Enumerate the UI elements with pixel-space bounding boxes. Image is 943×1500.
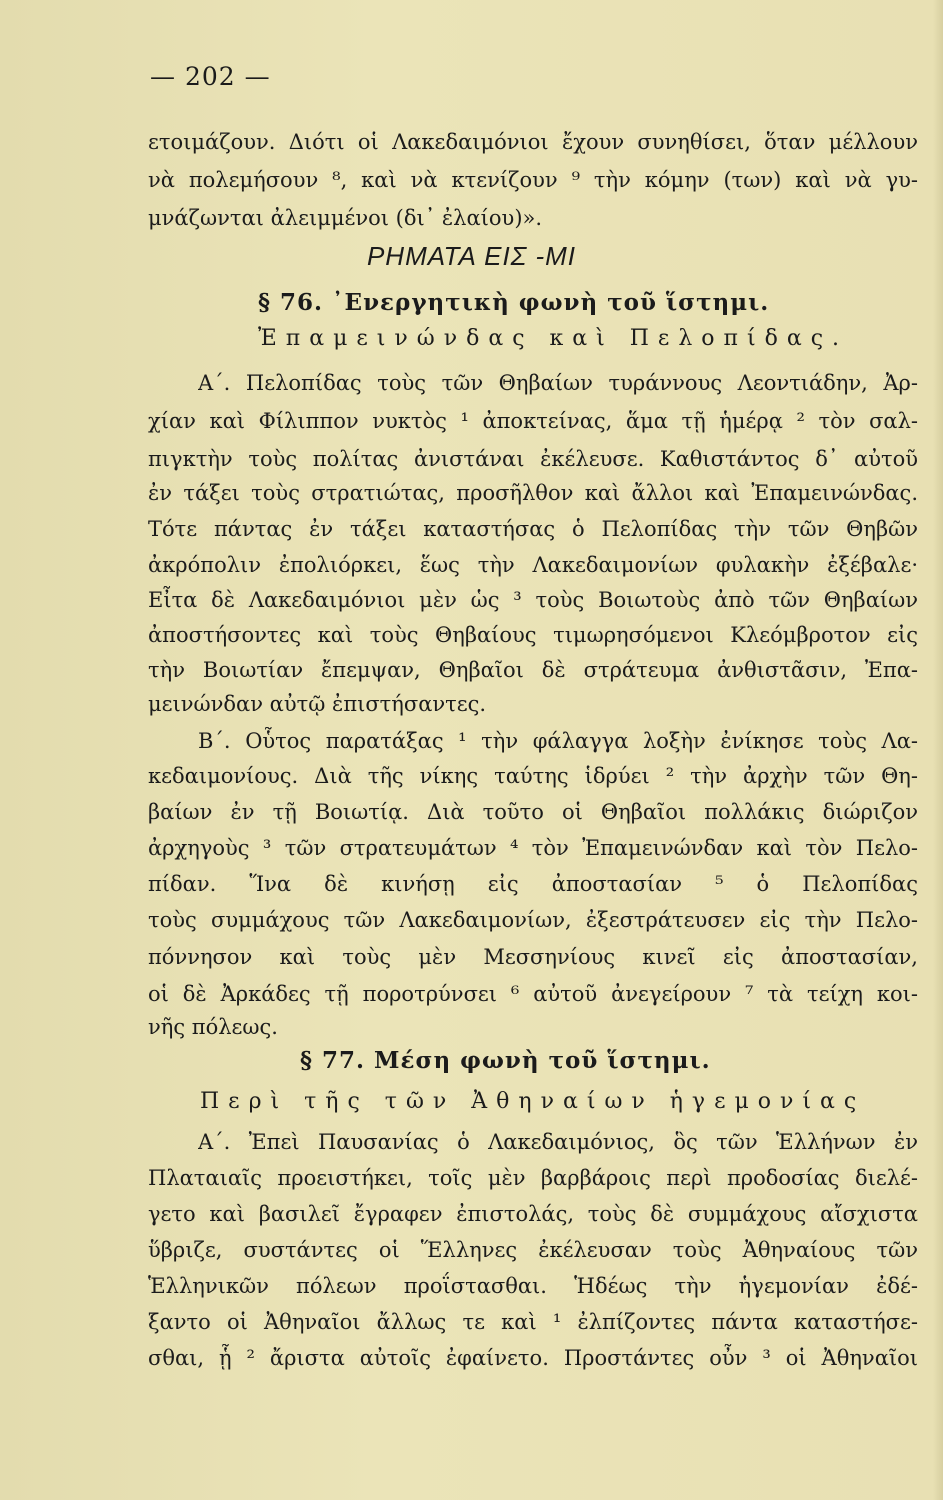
s76-b-line-6: τοὺς συμμάχους τῶν Λακεδαιμονίων, ἐξεστράτευσεν εἰς τὴν Πελο-: [148, 908, 918, 932]
s77-a-line-6: ξαντο οἱ Ἀθηναῖοι ἄλλως τε καὶ ¹ ἐλπίζοντες πάντα καταστήσε-: [148, 1310, 918, 1334]
chapter-heading: ΡΗΜΑΤΑ ΕΙΣ -ΜΙ: [366, 241, 577, 271]
s76-b-line-3: βαίων ἐν τῇ Βοιωτίᾳ. Διὰ τοῦτο οἱ Θηβαῖοι πολλάκις διώριζον: [148, 800, 918, 824]
s76-a-line-3: πιγκτὴν τοὺς πολίτας ἀνιστάναι ἐκέλευσε. Καθιστάντος δ᾽ αὐτοῦ: [148, 447, 918, 471]
s77-a-line-4: ὕβριζε, συστάντες οἱ Ἕλληνες ἐκέλευσαν τοὺς Ἀθηναίους τῶν: [148, 1238, 918, 1262]
s76-a-line-2: χίαν καὶ Φίλιππον νυκτὸς ¹ ἀποκτείνας, ἅμα τῇ ἡμέρᾳ ² τὸν σαλ-: [148, 409, 918, 433]
section-76-title: § 76. ᾿Ενεργητικὴ φωνὴ τοῦ ἵστημι.: [258, 289, 770, 316]
s76-b-line-2: κεδαιμονίους. Διὰ τῆς νίκης ταύτης ἱδρύει ² τὴν ἀρχὴν τῶν Θη-: [148, 764, 918, 788]
intro-line-2: νὰ πολεμήσουν ⁸, καὶ νὰ κτενίζουν ⁹ τὴν κόμην (των) καὶ νὰ γυ-: [148, 168, 918, 192]
s76-a-line-4: ἐν τάξει τοὺς στρατιώτας, προσῆλθον καὶ ἄλλοι καὶ Ἐπαμεινώνδας.: [148, 481, 918, 505]
s76-a-line-1: Α΄. Πελοπίδας τοὺς τῶν Θηβαίων τυράννους Λεοντιάδην, Ἀρ-: [198, 371, 918, 395]
s76-a-line-5: Τότε πάντας ἐν τάξει καταστήσας ὁ Πελοπίδας τὴν τῶν Θηβῶν: [148, 517, 918, 541]
section-77-title: § 77. Μέση φωνὴ τοῦ ἵστημι.: [300, 1047, 711, 1074]
intro-line-3: μνάζωνται ἀλειμμένοι (δι᾽ ἐλαίου)».: [148, 206, 543, 230]
s77-a-line-1: Α΄. Ἐπεὶ Παυσανίας ὁ Λακεδαιμόνιος, ὃς τῶν Ἑλλήνων ἐν: [198, 1130, 918, 1154]
s76-b-line-8: οἱ δὲ Ἀρκάδες τῇ ποροτρύνσει ⁶ αὐτοῦ ἀνεγείρουν ⁷ τὰ τείχη κοι-: [148, 982, 918, 1006]
s76-a-line-6: ἀκρόπολιν ἐπολιόρκει, ἕως τὴν Λακεδαιμονίων φυλακὴν ἐξέβαλε·: [148, 553, 918, 577]
s77-a-line-5: Ἑλληνικῶν πόλεων προΐστασθαι. Ἡδέως τὴν ἡγεμονίαν ἐδέ-: [148, 1274, 918, 1298]
page-number: — 202 —: [150, 62, 271, 91]
s77-a-line-3: γετο καὶ βασιλεῖ ἔγραφεν ἐπιστολάς, τοὺς δὲ συμμάχους αἴσχιστα: [148, 1202, 918, 1226]
section-76-subtitle: Ἐπαμεινώνδας καὶ Πελοπίδας.: [258, 326, 849, 351]
s76-b-line-5: πίδαν. Ἵνα δὲ κινήσῃ εἰς ἀποστασίαν ⁵ ὁ Πελοπίδας: [148, 872, 918, 896]
s77-a-line-2: Πλαταιαῖς προειστήκει, τοῖς μὲν βαρβάροις περὶ προδοσίας διελέ-: [148, 1166, 918, 1190]
s77-a-line-7: σθαι, ᾗ ² ἄριστα αὐτοῖς ἐφαίνετο. Προστάντες οὖν ³ οἱ Ἀθηναῖοι: [148, 1346, 918, 1370]
intro-line-1: ετοιμάζουν. Διότι οἱ Λακεδαιμόνιοι ἔχουν συνηθίσει, ὅταν μέλλουν: [148, 130, 918, 154]
s76-a-line-9: τὴν Βοιωτίαν ἔπεμψαν, Θηβαῖοι δὲ στράτευμα ἀνθιστᾶσιν, Ἐπα-: [148, 658, 918, 682]
s76-a-line-8: ἀποστήσοντες καὶ τοὺς Θηβαίους τιμωρησόμενοι Κλεόμβροτον εἰς: [148, 623, 918, 647]
s76-b-line-9: νῆς πόλεως.: [148, 1015, 278, 1039]
s76-a-line-10: μεινώνδαν αὐτῷ ἐπιστήσαντες.: [148, 692, 487, 716]
page-edge-shadow: [933, 0, 943, 1500]
section-77-subtitle: Περὶ τῆς τῶν Ἀθηναίων ἡγεμονίας: [200, 1089, 866, 1114]
s76-a-line-7: Εἶτα δὲ Λακεδαιμόνιοι μὲν ὡς ³ τοὺς Βοιωτοὺς ἀπὸ τῶν Θηβαίων: [148, 588, 918, 612]
s76-b-line-7: πόννησον καὶ τοὺς μὲν Μεσσηνίους κινεῖ εἰς ἀποστασίαν,: [148, 945, 918, 969]
s76-b-line-4: ἀρχηγοὺς ³ τῶν στρατευμάτων ⁴ τὸν Ἐπαμεινώνδαν καὶ τὸν Πελο-: [148, 836, 918, 860]
s76-b-line-1: Β΄. Οὗτος παρατάξας ¹ τὴν φάλαγγα λοξὴν ἐνίκησε τοὺς Λα-: [198, 729, 918, 753]
